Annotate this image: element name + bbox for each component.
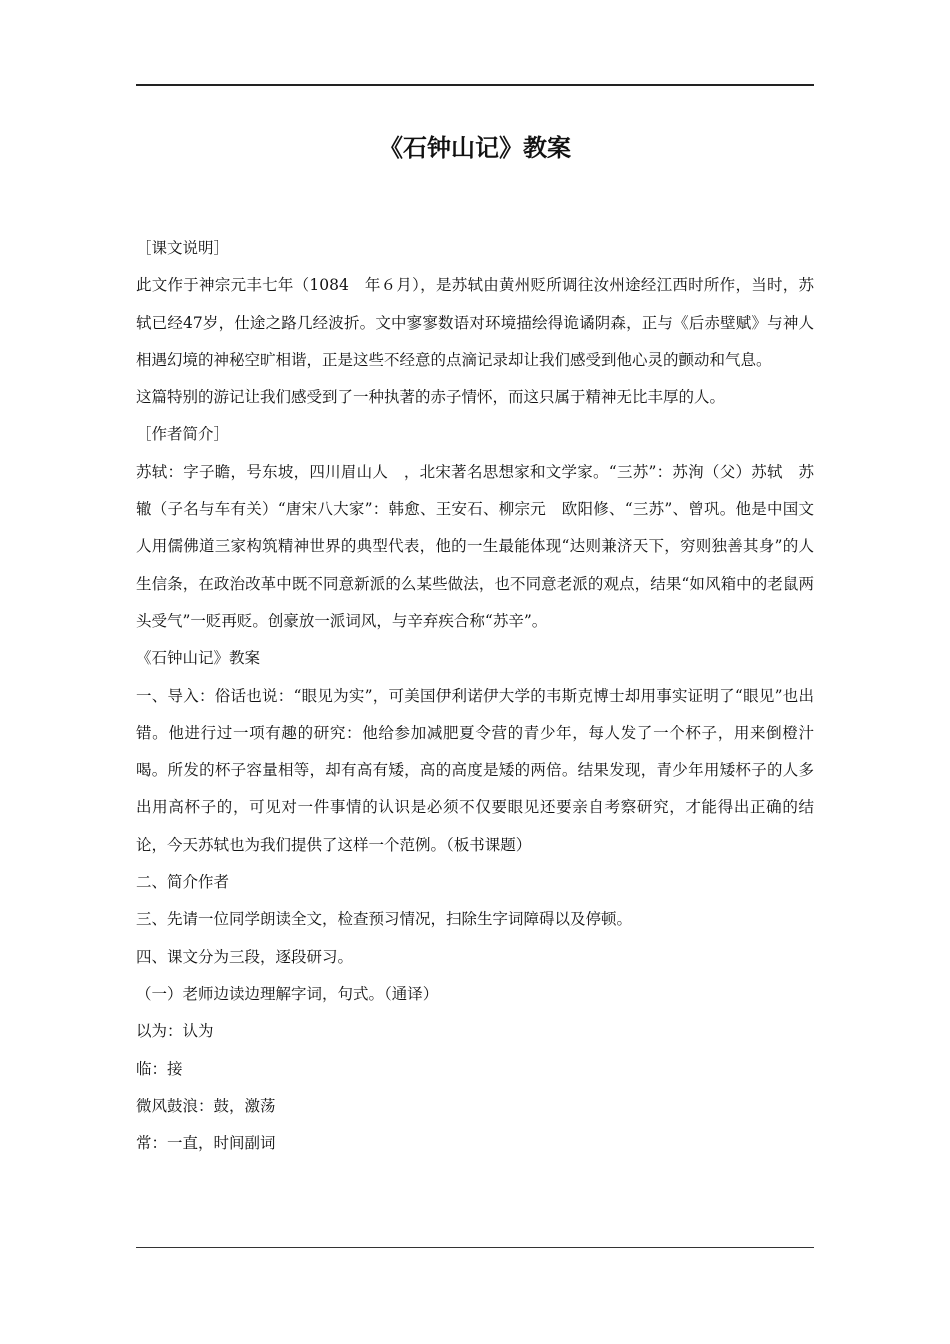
- subsection-heading: （一）老师边读边理解字词，句式。（通译）: [136, 984, 439, 1003]
- header-rule: [136, 84, 814, 86]
- step-study: 四、课文分为三段，逐段研习。: [136, 947, 354, 966]
- vocab-item: 常：一直，时间副词: [136, 1134, 276, 1153]
- vocab-item: 以为：认为: [136, 1022, 214, 1041]
- footer-rule: [136, 1247, 814, 1248]
- step-reading: 三、先请一位同学朗读全文，检查预习情况，扫除生字词障碍以及停顿。: [136, 910, 633, 929]
- document-title: 《石钟山记》教案: [379, 133, 571, 162]
- vocab-item: 临：接: [136, 1059, 183, 1078]
- paragraph-introduction: 一、导入：俗话也说：“眼见为实”，可美国伊利诺伊大学的韦斯克博士却用事实证明了“眼见”也出错。他进行过一项有趣的研究：他给参加减肥夏令营的青少年，每人发了一个杯子，用来倒橙汁喝。所发的杯子容量相等，却有高有矮，高的高度是矮的两倍。结果发现，青少年用矮杯子的人多出用高杯子的，可见对一件事情的认识是必须不仅要眼见还要亲自考察研究，才能得出正确的结论，今天苏轼也为我们提供了这样一个范例。（板书课题）: [136, 686, 814, 854]
- paragraph-travelogue: 这篇特别的游记让我们感受到了一种执著的赤子情怀，而这只属于精神无比丰厚的人。: [136, 388, 726, 407]
- step-author-intro: 二、简介作者: [136, 873, 230, 892]
- lesson-plan-heading: 《石钟山记》教案: [136, 649, 261, 668]
- section-heading-lesson-notes: ［课文说明］: [136, 239, 230, 257]
- paragraph-author-intro: 苏轼：字子瞻，号东坡，四川眉山人 ，北宋著名思想家和文学家。“三苏”：苏洵（父）苏轼 苏辙（子名与车有关）“唐宋八大家”：韩愈、王安石、柳宗元 欧阳修、“三苏”、曾巩。他是中国文人用儒佛道三家构筑精神世界的典型代表，他的一生最能体现“达则兼济天下，穷则独善其身”的人生信条，在政治改革中既不同意新派的么某些做法，也不同意老派的观点，结果“如风箱中的老鼠两头受气”一贬再贬。创豪放一派词风，与辛弃疾合称“苏辛”。: [136, 462, 814, 630]
- section-heading-author-intro: ［作者简介］: [136, 425, 230, 444]
- paragraph-lesson-notes: 此文作于神宗元丰七年（1084 年６月），是苏轼由黄州贬所调往汝州途经江西时所作，当时，苏轼已经47岁，仕途之路几经波折。文中寥寥数语对环境描绘得诡谲阴森，正与《后赤壁赋》与神人相遇幻境的神秘空旷相谐，正是这些不经意的点滴记录却让我们感受到他心灵的颤动和气息。: [136, 276, 814, 369]
- document-body: [136, 230, 814, 1162]
- vocab-item: 微风鼓浪：鼓，激荡: [136, 1096, 276, 1115]
